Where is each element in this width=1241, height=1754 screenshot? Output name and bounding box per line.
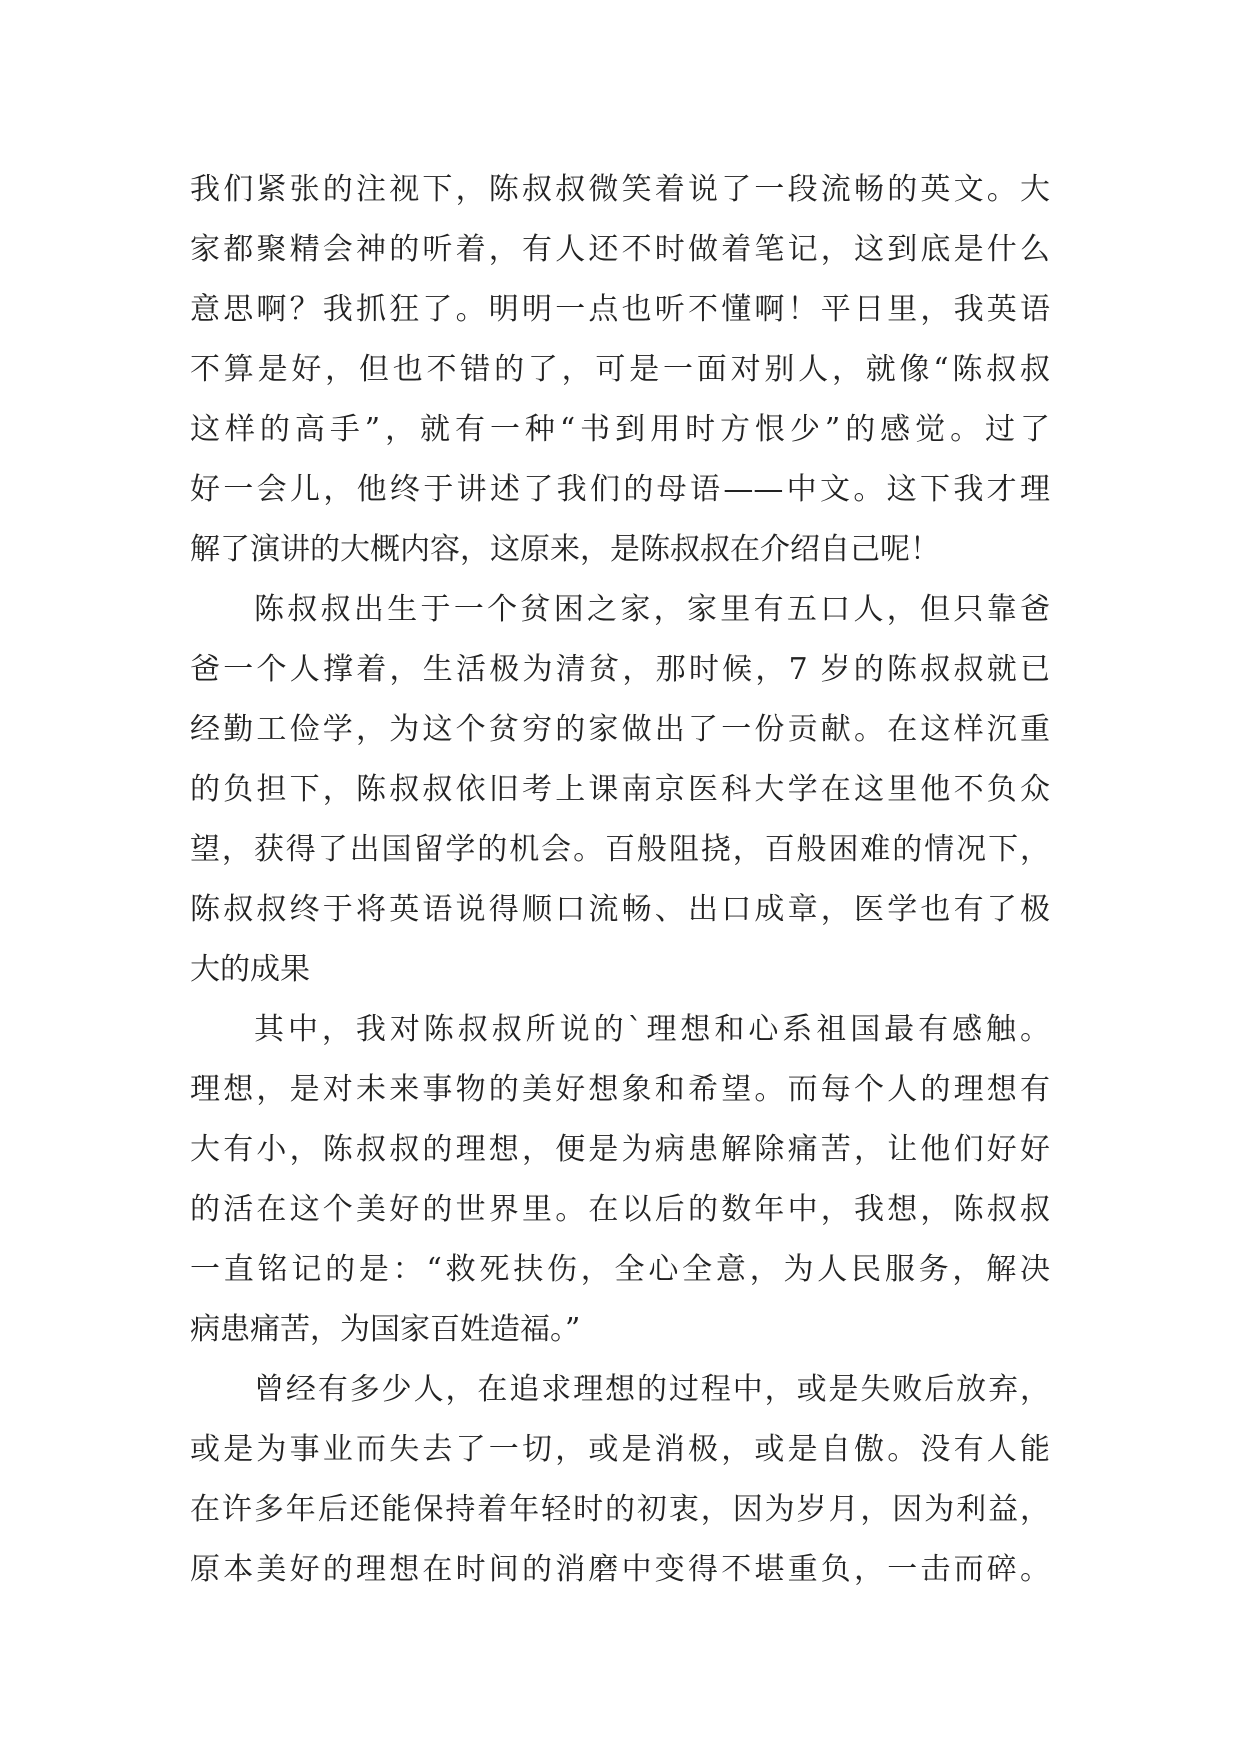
text-line: 不算是好，但也不错的了，可是一面对别人，就像“陈叔叔: [190, 352, 1050, 387]
text-line: 这样的高手”，就有一种“书到用时方恨少”的感觉。过了: [190, 412, 1050, 447]
paragraph-first-line: 曾经有多少人，在追求理想的过程中，或是失败后放弃，: [254, 1372, 1050, 1407]
text-line: 意思啊？我抓狂了。明明一点也听不懂啊！平日里，我英语: [190, 292, 1050, 327]
text-line: 经勤工俭学，为这个贫穷的家做出了一份贡献。在这样沉重: [190, 712, 1050, 747]
paragraph-first-line: 其中，我对陈叔叔所说的`理想和心系祖国最有感触。: [254, 1012, 1050, 1047]
text-line: 在许多年后还能保持着年轻时的初衷，因为岁月，因为利益，: [190, 1492, 1050, 1527]
paragraph-first-line: 陈叔叔出生于一个贫困之家，家里有五口人，但只靠爸: [254, 592, 1050, 627]
text-line: 解了演讲的大概内容，这原来，是陈叔叔在介绍自己呢！: [190, 532, 940, 567]
text-line: 陈叔叔终于将英语说得顺口流畅、出口成章，医学也有了极: [190, 892, 1050, 927]
text-line: 或是为事业而失去了一切，或是消极，或是自傲。没有人能: [190, 1432, 1050, 1467]
text-line: 我们紧张的注视下，陈叔叔微笑着说了一段流畅的英文。大: [190, 172, 1050, 207]
text-line: 一直铭记的是：“救死扶伤，全心全意，为人民服务，解决: [190, 1252, 1050, 1287]
text-line: 病患痛苦，为国家百姓造福。”: [190, 1312, 581, 1347]
text-line: 原本美好的理想在时间的消磨中变得不堪重负，一击而碎。: [190, 1552, 1050, 1587]
text-line: 爸一个人撑着，生活极为清贫，那时候，7 岁的陈叔叔就已: [190, 652, 1050, 687]
text-line: 大有小，陈叔叔的理想，便是为病患解除痛苦，让他们好好: [190, 1132, 1050, 1167]
body-text: [190, 160, 1050, 1600]
text-line: 大的成果: [190, 952, 310, 987]
text-line: 好一会儿，他终于讲述了我们的母语——中文。这下我才理: [190, 472, 1050, 507]
text-line: 的负担下，陈叔叔依旧考上课南京医科大学在这里他不负众: [190, 772, 1050, 807]
text-line: 家都聚精会神的听着，有人还不时做着笔记，这到底是什么: [190, 232, 1050, 267]
text-line: 的活在这个美好的世界里。在以后的数年中，我想，陈叔叔: [190, 1192, 1050, 1227]
text-line: 望，获得了出国留学的机会。百般阻挠，百般困难的情况下，: [190, 832, 1050, 867]
text-line: 理想，是对未来事物的美好想象和希望。而每个人的理想有: [190, 1072, 1050, 1107]
